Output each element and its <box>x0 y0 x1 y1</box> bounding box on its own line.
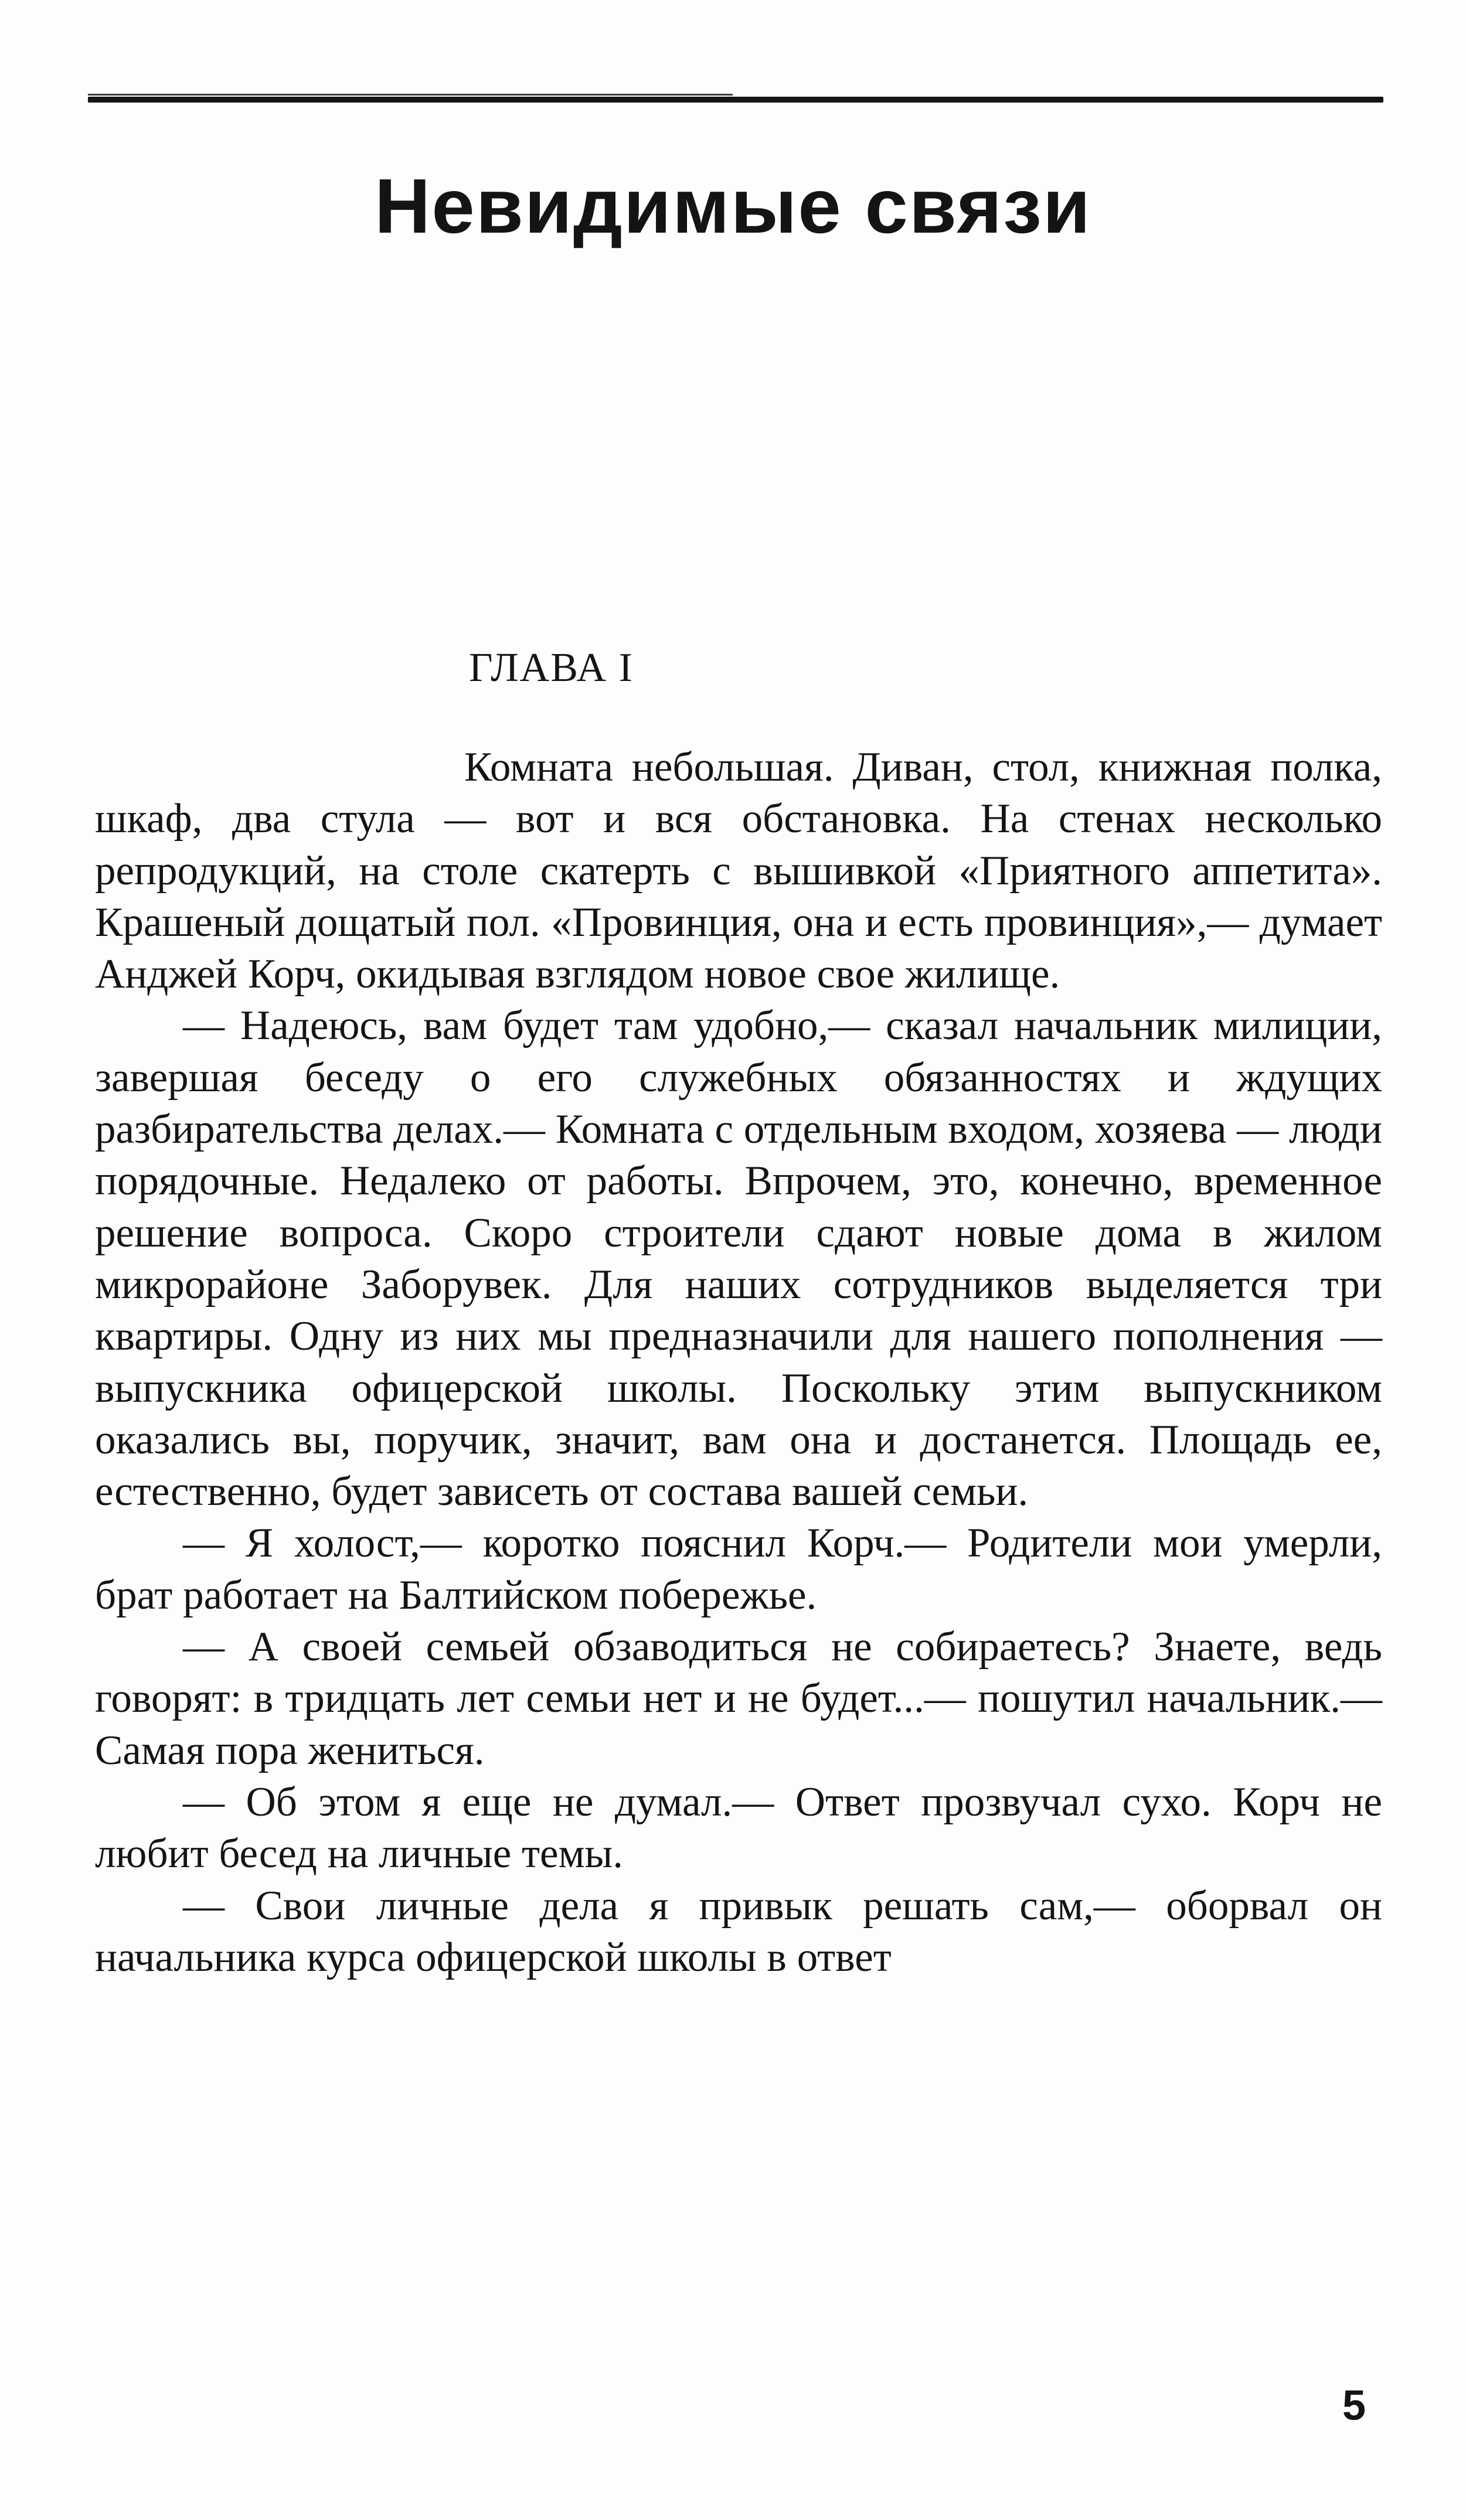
paragraph: Комната небольшая. Диван, стол, книжная полка, шкаф, два стула — вот и вся обстановка. На стенах несколько репродукций, на столе скатерть с вышивкой «Приятного аппетита». Крашеный дощатый пол. «Провинция, она и есть провинция»,— думает Анджей Корч, окидывая взглядом новое свое жилище. <box>95 744 1382 997</box>
paragraph: — Надеюсь, вам будет там удобно,— сказал начальник милиции, завершая беседу о его служебных обязанностях и ждущих разбирательства делах.— Комната с отдельным входом, хозяева — люди порядочные. Недалеко от работы. Впрочем, это, конечно, временное решение вопроса. Скоро строители сдают новые дома в жилом микрорайоне Заборувек. Для наших сотрудников выделяется три квартиры. Одну из них мы предназначили для нашего пополнения — выпускника офицерской школы. Поскольку этим выпускником оказались вы, поручик, значит, вам она и достанется. Площадь ее, естественно, будет зависеть от состава вашей семьи. <box>95 1003 1382 1515</box>
page-number: 5 <box>1342 2382 1366 2429</box>
chapter-heading: ГЛАВА I <box>469 645 634 690</box>
body-text <box>95 741 1382 1983</box>
paragraph: — Я холост,— коротко пояснил Корч.— Родители мои умерли, брат работает на Балтийском побережье. <box>95 1520 1382 1618</box>
paragraph: — Свои личные дела я привык решать сам,— оборвал он начальника курса офицерской школы в ответ <box>95 1882 1382 1980</box>
page-title: Невидимые связи <box>374 163 1092 249</box>
header-rule <box>88 97 1383 103</box>
header-rule-thin <box>88 94 733 96</box>
paragraph: — А своей семьей обзаводиться не собираетесь? Знаете, ведь говорят: в тридцать лет семьи нет и не будет...— пошутил начальник.— Самая пора жениться. <box>95 1624 1382 1773</box>
paragraph: — Об этом я еще не думал.— Ответ прозвучал сухо. Корч не любит бесед на личные темы. <box>95 1779 1382 1877</box>
